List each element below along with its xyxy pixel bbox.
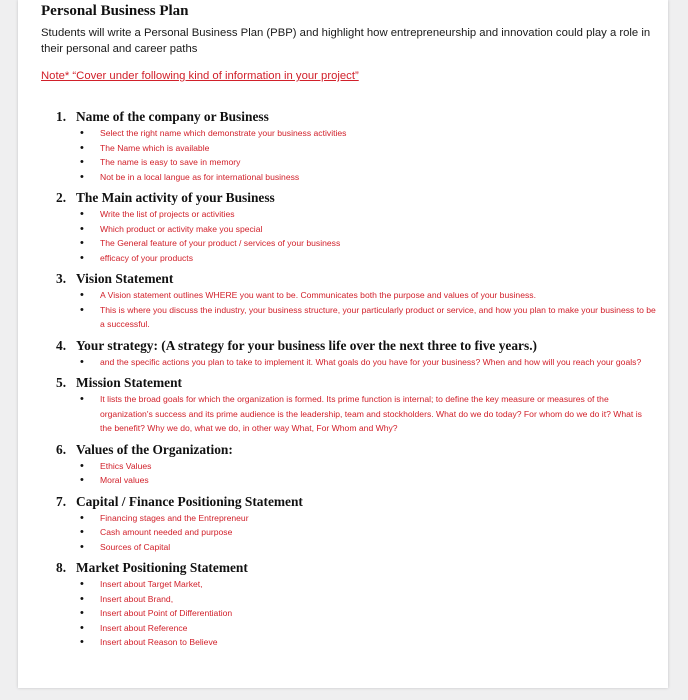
bullet-item: • A Vision statement outlines WHERE you want to be. Communicates both the purpose and values of your business. (80, 288, 656, 303)
section-heading: Market Positioning Statement (76, 560, 248, 575)
bullet-item: • Insert about Point of Differentiation (80, 606, 656, 621)
bullet-item: • The name is easy to save in memory (80, 155, 656, 170)
section-number: 8. (56, 560, 67, 575)
section-heading-row (56, 337, 656, 355)
bullet-item: • The Name which is available (80, 141, 656, 156)
bullet-list (56, 511, 656, 555)
bullet-item: • efficacy of your products (80, 251, 656, 266)
bullet-item: • Moral values (80, 473, 656, 488)
document-page (18, 0, 668, 688)
section-heading: Mission Statement (76, 375, 183, 390)
section-heading-row (56, 559, 656, 577)
section-number: 3. (56, 271, 67, 286)
bullet-item: • and the specific actions you plan to take to implement it. What goals do you have for your business? When and how will you reach your goals? (80, 355, 656, 370)
bullet-list (56, 577, 656, 650)
intro-paragraph: Students will write a Personal Business Plan (PBP) and highlight how entrepreneurship and innovation could play a role in their personal and career paths (41, 27, 651, 55)
section-item (56, 493, 656, 555)
section-number: 5. (56, 375, 67, 390)
bullet-list (56, 126, 656, 184)
section-heading-row (56, 270, 656, 288)
section-item (56, 559, 656, 650)
section-heading: Your strategy: (A strategy for your business life over the next three to five years.) (76, 337, 538, 353)
bullet-item: • Select the right name which demonstrate your business activities (80, 126, 656, 141)
bullet-item: • It lists the broad goals for which the organization is formed. Its prime function is internal; to define the key measure or measures of the organization's success and its prime audience is the leadership, team and stockholders. What do we do today? For whom do we do it? What is the benefit? Why we do, what we do, in other way What, For Whom and Why? (80, 392, 656, 436)
section-heading: The Main activity of your Business (76, 190, 275, 205)
bullet-item: • Cash amount needed and purpose (80, 525, 656, 540)
bullet-item: • Sources of Capital (80, 540, 656, 555)
section-list (56, 108, 656, 655)
section-heading-row (56, 441, 656, 459)
section-heading: Capital / Finance Positioning Statement (76, 493, 303, 509)
bullet-list (56, 392, 656, 436)
bullet-list (56, 288, 656, 332)
bullet-list (56, 459, 656, 488)
section-heading-row (56, 493, 656, 511)
bullet-item: • Financing stages and the Entrepreneur (80, 511, 656, 526)
section-number: 2. (56, 190, 67, 205)
section-number: 6. (56, 441, 67, 457)
bullet-item: • Insert about Reference (80, 621, 656, 636)
section-heading-row (56, 189, 656, 207)
bullet-list (56, 207, 656, 265)
bullet-item: • This is where you discuss the industry, your business structure, your particularly product or service, and how you plan to make your business to be a successful. (80, 303, 656, 332)
project-note: Note* “Cover under following kind of information in your project” (41, 70, 359, 82)
section-number: 1. (56, 109, 67, 124)
bullet-item: • Ethics Values (80, 459, 656, 474)
section-heading: Values of the Organization: (76, 441, 233, 457)
section-item (56, 337, 656, 370)
bullet-item: • Write the list of projects or activities (80, 207, 656, 222)
section-heading-row (56, 374, 656, 392)
section-number: 4. (56, 337, 67, 353)
bullet-item: • Insert about Target Market, (80, 577, 656, 592)
section-item (56, 441, 656, 488)
section-item (56, 374, 656, 436)
bullet-item: • Not be in a local langue as for international business (80, 170, 656, 185)
section-item (56, 108, 656, 184)
section-heading: Name of the company or Business (76, 109, 269, 124)
section-item (56, 189, 656, 265)
page-title: Personal Business Plan (41, 3, 189, 19)
bullet-item: • Insert about Brand, (80, 592, 656, 607)
section-heading: Vision Statement (76, 271, 174, 286)
section-number: 7. (56, 493, 67, 509)
section-item (56, 270, 656, 332)
bullet-item: • The General feature of your product / services of your business (80, 236, 656, 251)
section-heading-row (56, 108, 656, 126)
bullet-item: • Insert about Reason to Believe (80, 635, 656, 650)
bullet-item: • Which product or activity make you special (80, 222, 656, 237)
bullet-list (56, 355, 656, 370)
